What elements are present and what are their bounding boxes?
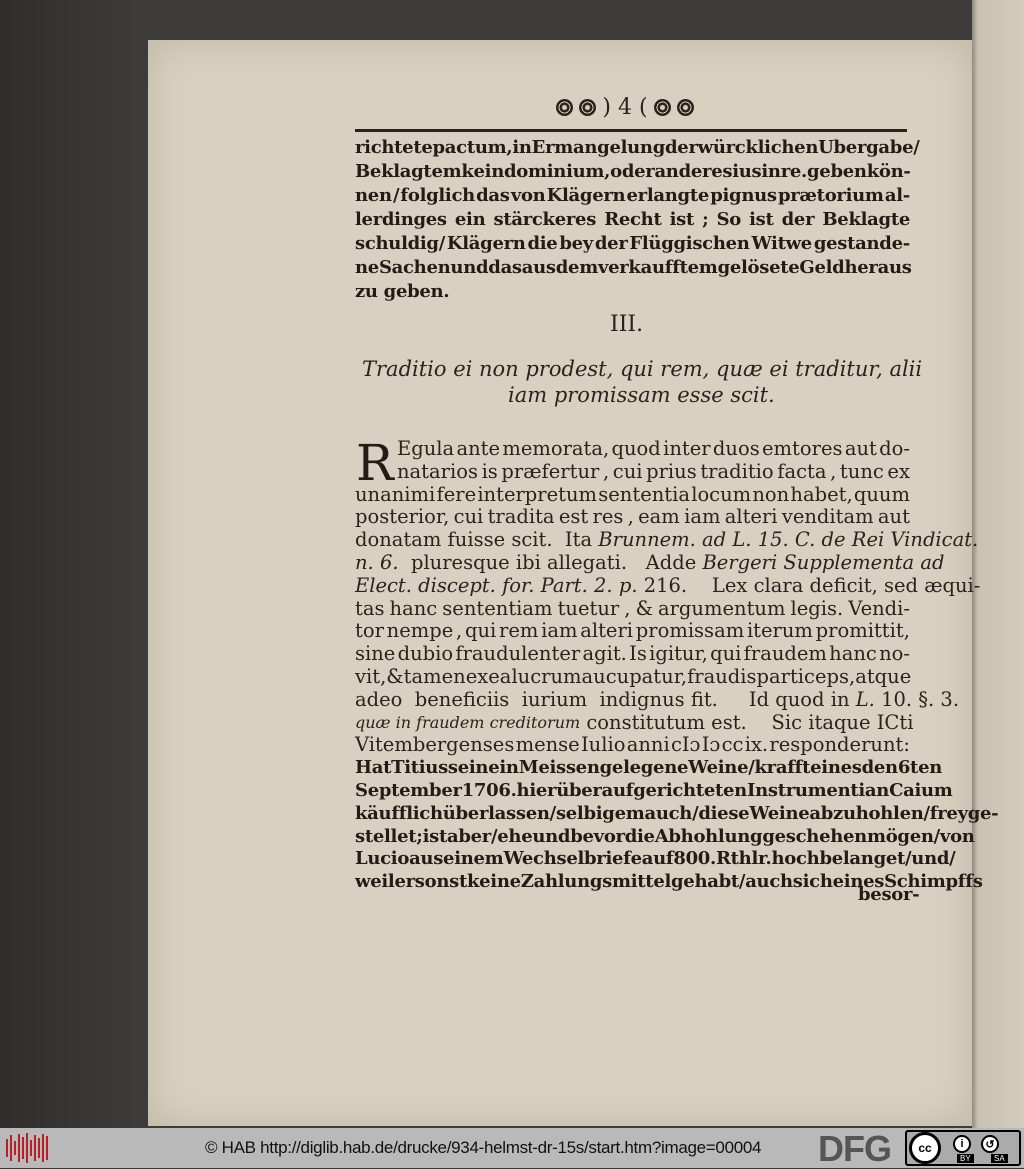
text-line: [355, 643, 910, 665]
by-icon: i: [953, 1135, 971, 1153]
word: lucrum: [511, 665, 582, 688]
word: Zahlungsmittel: [520, 871, 672, 893]
adjacent-page-edge: [972, 0, 1024, 1128]
word: sine: [355, 642, 396, 666]
italic-citation: quæ in fraudem creditorum: [355, 712, 581, 732]
ornament-icon: [654, 99, 671, 116]
word: ,: [456, 619, 463, 643]
word: folglich: [400, 185, 475, 206]
word: Klägern: [546, 185, 626, 206]
word: traditio: [700, 459, 774, 483]
section-number: III.: [610, 312, 644, 337]
word: September: [355, 780, 462, 801]
word: Egula: [397, 437, 455, 460]
by-label: BY: [957, 1154, 974, 1163]
word: tamen: [403, 665, 466, 688]
word: richtete: [355, 137, 433, 158]
word: tuetur: [557, 596, 620, 620]
word: pignus: [710, 185, 777, 206]
word: venditam: [781, 505, 874, 529]
word: an: [864, 780, 890, 801]
hab-logo-icon: [6, 1133, 48, 1163]
cc-license-badge[interactable]: [905, 1130, 1021, 1166]
text-segment: [355, 209, 910, 231]
text-segment: [355, 666, 910, 688]
word: duos: [712, 437, 760, 460]
word: Sachen: [378, 257, 451, 278]
ornament-icon: [677, 99, 694, 116]
word: non: [752, 482, 790, 506]
word: eines: [810, 757, 862, 779]
word: res: [592, 505, 624, 529]
italic-citation: Bergeri Supplementa ad: [702, 551, 945, 574]
word: der: [781, 209, 815, 230]
word: überlassen/: [442, 802, 556, 824]
word: Klägern: [446, 233, 526, 254]
word: Recht: [604, 209, 662, 230]
word: Beklagte: [822, 209, 910, 230]
text-line: [355, 281, 449, 303]
text-segment: [355, 620, 910, 642]
word: würcklichen: [697, 137, 819, 158]
word: der: [594, 233, 628, 254]
word: Geld: [799, 257, 845, 278]
word: tor: [355, 619, 384, 643]
word: auch: [745, 871, 793, 893]
word: unanimi: [355, 482, 436, 506]
ornament-icon: [556, 99, 573, 116]
text-line: [355, 598, 910, 620]
word: Ubergabe/: [818, 137, 920, 158]
word: vit,: [355, 665, 387, 688]
word: bevor: [570, 825, 625, 847]
word: den: [861, 757, 898, 779]
section-title-line: Traditio ei non prodest, qui rem, quæ ei traditur, alii: [362, 357, 923, 381]
text-segment: [355, 643, 910, 665]
word: cc: [721, 733, 744, 757]
word: ante: [456, 437, 501, 460]
word: atque: [855, 665, 912, 688]
word: al-: [884, 185, 910, 206]
text-segment: [355, 802, 999, 825]
word: kein: [461, 161, 504, 182]
word: stellet;: [355, 825, 423, 847]
word: ,: [830, 459, 837, 483]
word: oder: [610, 161, 655, 182]
word: geben: [807, 161, 867, 182]
italic-citation: L.: [855, 687, 875, 711]
word: cui: [453, 505, 484, 529]
word: einem: [443, 848, 504, 870]
word: er: [394, 871, 415, 893]
word: hanc: [389, 596, 438, 620]
word: Flüggischen: [629, 233, 750, 254]
text-segment: [355, 598, 910, 620]
word: lerdinges: [355, 209, 447, 230]
text-segment: zu geben.: [355, 281, 450, 302]
word: alteri: [580, 619, 634, 643]
word: eines: [832, 871, 885, 893]
text-line: [355, 233, 910, 255]
word: gelegene: [599, 757, 689, 779]
word: eam: [638, 505, 680, 529]
text-line: [355, 209, 910, 231]
word: ex: [887, 459, 910, 483]
word: cIɔ: [670, 733, 701, 757]
word: iam: [684, 505, 721, 529]
word: interpretum: [477, 482, 598, 506]
text-segment: constitutum est. Sic itaque ICti: [580, 710, 914, 734]
text-line: [355, 185, 910, 207]
page-header: [540, 95, 710, 120]
text-line: [355, 620, 910, 642]
text-line: [397, 438, 910, 460]
word: heraus: [844, 257, 912, 278]
text-line: [397, 461, 910, 483]
word: Weine: [749, 802, 810, 824]
word: emtores: [762, 437, 843, 460]
text-line: [355, 666, 910, 688]
word: nempe: [386, 619, 454, 643]
word: der: [665, 137, 698, 158]
text-segment: [355, 825, 975, 848]
word: Lucio: [355, 848, 410, 870]
word: geschehen: [762, 825, 867, 847]
text-segment: [355, 161, 910, 183]
word: Abhohlung: [654, 825, 763, 847]
word: aucupatur,: [581, 665, 688, 688]
text-line: [355, 734, 910, 756]
text-line: [355, 137, 920, 159]
word: bey: [559, 233, 593, 254]
word: Titius: [391, 757, 448, 779]
text-segment: [355, 848, 956, 870]
word: Iɔ: [701, 733, 721, 757]
word: Meissen: [518, 757, 600, 779]
word: alteri: [724, 505, 778, 529]
word: est: [558, 505, 589, 529]
word: 6ten: [897, 757, 943, 779]
word: particeps,: [756, 665, 856, 688]
word: aufgerichteten: [601, 780, 747, 801]
catchword: besor-: [858, 884, 920, 905]
word: auf: [641, 848, 674, 870]
text-segment: [397, 461, 910, 483]
word: ge-: [967, 802, 999, 824]
word: tas: [355, 596, 385, 620]
text-segment: donatam fuisse scit. Ita: [355, 528, 599, 552]
text-segment: [355, 780, 953, 802]
text-segment: [355, 506, 910, 528]
word: ,: [602, 459, 610, 483]
word: in: [512, 137, 532, 158]
word: Hat: [355, 757, 392, 779]
word: argumentum: [657, 596, 786, 620]
word: responderunt:: [769, 733, 910, 757]
italic-citation: Elect. discept. for. Part. 2. p.: [355, 573, 638, 597]
word: stärckeres: [493, 209, 597, 230]
word: und: [532, 825, 571, 847]
word: verkaufftem: [597, 257, 718, 278]
text-line: [355, 848, 956, 870]
dfg-logo: DFG: [818, 1128, 891, 1169]
word: anderes: [654, 161, 733, 182]
ornament-icon: [579, 99, 596, 116]
word: tunc: [839, 459, 884, 483]
word: ea: [488, 665, 512, 688]
text-line: [355, 710, 914, 734]
word: legis.: [790, 596, 844, 620]
word: auch/: [644, 802, 699, 824]
word: fraudis: [687, 665, 757, 688]
text-segment: [397, 438, 910, 460]
word: rem: [499, 619, 539, 643]
word: diese: [698, 802, 750, 824]
text-segment: [355, 257, 910, 279]
text-segment: [355, 137, 920, 159]
word: cui: [612, 459, 643, 483]
copyright-link[interactable]: © HAB http://diglib.hab.de/drucke/934-helmst-dr-15s/start.htm?image=00004: [205, 1138, 762, 1157]
word: Wechselbriefe: [503, 848, 642, 870]
word: gehabt/: [671, 871, 746, 893]
word: agit.: [582, 642, 627, 666]
text-line: [355, 871, 983, 893]
word: belanget/und/: [819, 848, 956, 870]
word: keine: [466, 871, 521, 893]
drop-cap: R: [356, 434, 394, 492]
word: hoch: [771, 848, 820, 870]
word: mögen/von: [866, 825, 975, 847]
word: sententia: [598, 482, 690, 506]
section-title-line: iam promissam esse scit.: [508, 383, 775, 407]
word: krafft: [754, 757, 811, 779]
page-number: ) 4 (: [602, 95, 648, 120]
word: prius: [646, 459, 697, 483]
text-line: [355, 528, 979, 552]
text-segment: [355, 871, 983, 893]
word: ehe: [497, 825, 533, 847]
text-line: [355, 687, 960, 711]
word: do-: [879, 437, 910, 460]
word: is: [481, 459, 498, 483]
word: quum: [853, 482, 910, 506]
word: re.: [780, 161, 808, 182]
word: Weine/: [688, 757, 755, 779]
word: ,: [627, 505, 634, 529]
word: anni: [626, 733, 670, 757]
word: selbigem: [555, 802, 645, 824]
word: dubio: [397, 642, 454, 666]
text-segment: [355, 185, 910, 207]
word: aut: [877, 505, 910, 529]
word: Is: [629, 642, 647, 666]
word: Caium: [889, 780, 953, 801]
word: Witwe: [751, 233, 812, 254]
word: aber/: [446, 825, 498, 847]
word: quod: [611, 437, 661, 460]
italic-citation: Brunnem. ad L. 15. C. de Rei Vindicat.: [598, 528, 979, 552]
word: ist: [669, 209, 694, 230]
word: qui: [464, 619, 497, 643]
word: ,: [506, 137, 513, 158]
word: facta: [777, 459, 827, 483]
word: dominium,: [504, 161, 611, 182]
word: ius: [732, 161, 762, 182]
sa-label: SA: [991, 1154, 1008, 1163]
word: kön-: [866, 161, 911, 182]
text-line: [355, 573, 981, 597]
word: fere: [436, 482, 477, 506]
word: hierüber: [516, 780, 602, 801]
text-line: [355, 802, 999, 825]
word: ,: [624, 596, 631, 620]
text-segment: [355, 484, 910, 506]
word: weil: [355, 871, 395, 893]
text-segment: adeo beneficiis iurium indignus fit. Id quod in: [355, 687, 856, 711]
word: sententiam: [442, 596, 553, 620]
word: Vitembergenses: [355, 733, 515, 757]
word: nen: [355, 185, 392, 206]
word: gelösete: [717, 257, 800, 278]
word: natarios: [397, 459, 478, 483]
word: abzuhohlen/frey: [809, 802, 968, 824]
italic-citation: n. 6.: [355, 551, 399, 574]
word: Instrumenti: [746, 780, 865, 801]
word: ix.: [744, 733, 769, 757]
word: Ermangelung: [531, 137, 666, 158]
word: iam: [541, 619, 578, 643]
word: gestande-: [813, 233, 910, 254]
word: pactum: [432, 137, 507, 158]
word: &: [386, 665, 404, 688]
word: memorata,: [502, 437, 610, 460]
word: iterum: [746, 619, 813, 643]
word: prætorium: [777, 185, 884, 206]
word: sonst: [414, 871, 467, 893]
word: 1706.: [461, 780, 517, 801]
word: ist: [749, 209, 774, 230]
word: erlangte: [626, 185, 710, 206]
word: in: [761, 161, 781, 182]
cc-icon: cc: [909, 1132, 941, 1164]
text-line: [355, 825, 975, 848]
word: Iulio: [580, 733, 626, 757]
word: in: [499, 757, 519, 779]
word: ist: [422, 825, 447, 847]
text-line: [355, 551, 945, 574]
word: /: [392, 185, 400, 206]
word: igitur,: [649, 642, 708, 666]
word: Vendi-: [848, 596, 910, 620]
word: &: [635, 596, 653, 620]
word: tradita: [487, 505, 555, 529]
word: mense: [515, 733, 580, 757]
text-line: [355, 757, 943, 779]
text-line: [355, 484, 910, 506]
word: aus: [521, 257, 556, 278]
footer-bar: [0, 1128, 1024, 1168]
word: hanc: [829, 642, 877, 666]
text-line: [355, 161, 910, 183]
word: käufflich: [355, 802, 443, 824]
text-segment: [355, 734, 910, 756]
word: inter: [663, 437, 711, 460]
word: ne: [355, 257, 379, 278]
word: aut: [844, 437, 877, 460]
word: habet,: [790, 482, 853, 506]
word: præfertur: [501, 459, 600, 483]
word: dem: [555, 257, 598, 278]
word: die: [527, 233, 558, 254]
word: fraudem: [743, 642, 827, 666]
text-segment: 10. §. 3.: [874, 687, 960, 711]
word: ex: [465, 665, 489, 688]
word: das: [488, 257, 522, 278]
word: So: [716, 209, 741, 230]
word: promissam: [635, 619, 745, 643]
word: das: [476, 185, 510, 206]
text-line: [355, 780, 953, 802]
word: locum: [691, 482, 752, 506]
text-segment: [355, 757, 943, 779]
word: Beklagtem: [355, 161, 462, 182]
word: 800.: [673, 848, 716, 870]
text-line: [355, 257, 910, 279]
word: Rthlr.: [716, 848, 772, 870]
word: und: [450, 257, 489, 278]
header-rule: [355, 129, 907, 132]
word: schuldig/: [355, 233, 445, 254]
word: von: [510, 185, 546, 206]
word: qui: [710, 642, 742, 666]
word: no-: [879, 642, 910, 666]
word: sich: [792, 871, 833, 893]
text-segment: [355, 233, 910, 255]
word: aus: [409, 848, 444, 870]
text-segment: pluresque ibi allegati. Adde: [398, 551, 703, 574]
text-segment: 216. Lex clara deficit, sed æqui-: [637, 573, 981, 597]
word: Schimpffs: [884, 871, 983, 893]
word: ein: [454, 209, 486, 230]
sa-icon: ↺: [981, 1135, 999, 1153]
word: promittit,: [815, 619, 910, 643]
word: seine: [447, 757, 500, 779]
word: fraudulenter: [455, 642, 581, 666]
word: die: [624, 825, 655, 847]
word: posterior,: [355, 505, 450, 529]
word: ;: [702, 209, 709, 230]
text-line: [355, 506, 910, 528]
